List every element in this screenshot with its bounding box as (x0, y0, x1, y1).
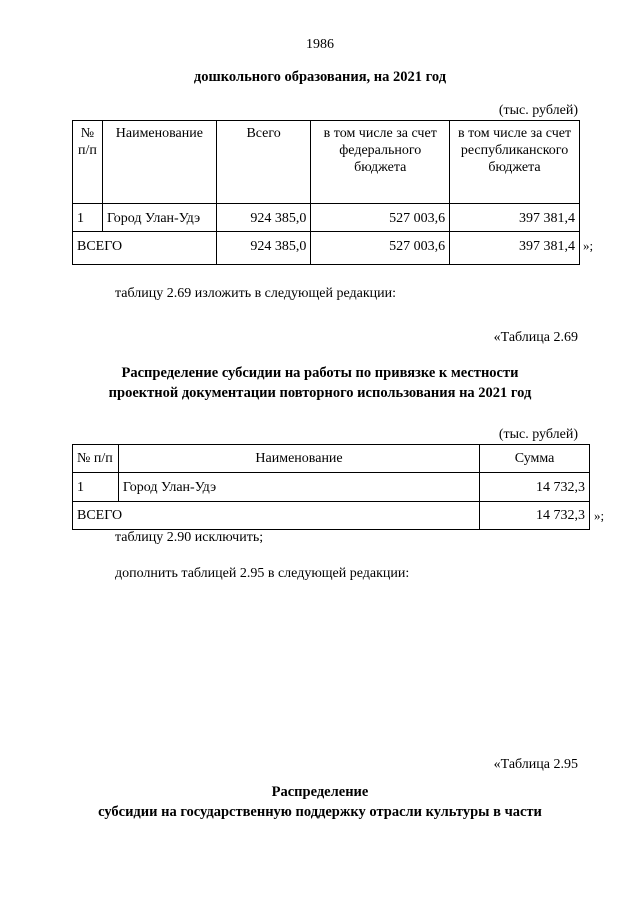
header-federal: в том числе за счет федерального бюджета (311, 121, 450, 204)
table2-title-line2: проектной документации повторного использования на 2021 год (108, 385, 532, 401)
table2 (72, 444, 590, 530)
total-federal: 527 003,6 (311, 232, 450, 265)
table2-total-row (73, 502, 590, 530)
table-row (73, 473, 590, 502)
header-num: № п/п (73, 445, 119, 473)
row-total: 924 385,0 (216, 204, 311, 232)
row-num: 1 (73, 204, 103, 232)
table1-total-row (73, 232, 580, 265)
total-republic: 397 381,4 (450, 232, 580, 265)
table1-suffix: »; (583, 238, 594, 253)
header-name: Наименование (102, 121, 216, 204)
instruction-2-95: дополнить таблицей 2.95 в следующей редакции: (115, 566, 410, 581)
header-num: № п/п (73, 121, 103, 204)
row-republic: 397 381,4 (450, 204, 580, 232)
instruction-2-69: таблицу 2.69 изложить в следующей редакции: (115, 286, 397, 301)
table1-unit: (тыс. рублей) (498, 103, 578, 118)
table2-header-row (73, 445, 590, 473)
header-republic: в том числе за счет республиканского бюджета (450, 121, 580, 204)
table1 (72, 120, 580, 265)
row-name: Город Улан-Удэ (102, 204, 216, 232)
table2-caption: «Таблица 2.69 (493, 330, 578, 345)
total-label: ВСЕГО (73, 502, 480, 530)
page-number: 1986 (306, 37, 334, 52)
table1-header-row (73, 121, 580, 204)
total-sum: 924 385,0 (216, 232, 311, 265)
row-sum: 14 732,3 (480, 473, 590, 502)
table3-title-line2: субсидии на государственную поддержку отрасли культуры в части (98, 804, 542, 820)
instruction-2-90: таблицу 2.90 исключить; (115, 530, 264, 545)
table2-unit: (тыс. рублей) (498, 427, 578, 442)
row-federal: 527 003,6 (311, 204, 450, 232)
table3-caption: «Таблица 2.95 (493, 757, 578, 772)
table2-suffix: »; (594, 508, 605, 523)
row-num: 1 (73, 473, 119, 502)
table3-title-line1: Распределение (271, 784, 369, 800)
total-label: ВСЕГО (73, 232, 217, 265)
row-name: Город Улан-Удэ (118, 473, 479, 502)
total-sum: 14 732,3 (480, 502, 590, 530)
header-sum: Сумма (480, 445, 590, 473)
header-name: Наименование (118, 445, 479, 473)
table-row (73, 204, 580, 232)
header-total: Всего (216, 121, 311, 204)
table2-title-line1: Распределение субсидии на работы по привязке к местности (121, 365, 519, 381)
table1-title: дошкольного образования, на 2021 год (193, 69, 447, 85)
